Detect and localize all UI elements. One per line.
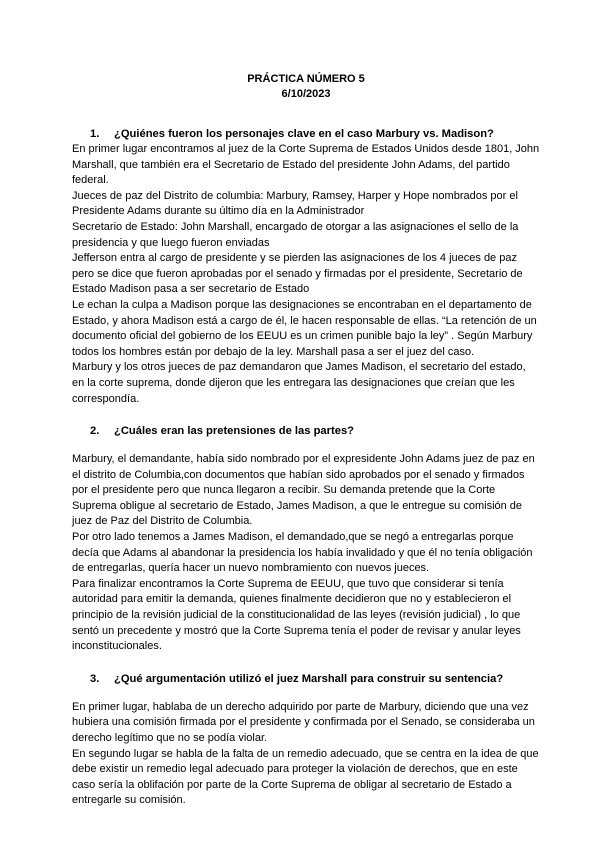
question-number: 2. (90, 425, 100, 438)
paragraph: Jueces de paz del Distrito de columbia: Marbury, Ramsey, Harper y Hope nombrados por el Presidente Adams durante su último día en la Administrador (72, 189, 518, 218)
paragraph: Para finalizar encontramos la Corte Suprema de EEUU, que tuvo que considerar si tenía autoridad para emitir la demanda, quienes finalmente decidieron que no y establecieron el principio de la revisión judicial de la constitucionalidad de las leyes (revisión judicial) , lo que sentó un precedente y mostró que la Corte Suprema tenía el poder de revisar y anular leyes inconstitucionales. (72, 577, 521, 653)
paragraph: Secretario de Estado: John Marshall, encargado de otorgar a las asignaciones el sello de la presidencia y que luego fueron enviadas (72, 220, 519, 249)
paragraph: En primer lugar, hablaba de un derecho adquirido por parte de Marbury, diciendo que una vez hubiera una comisión firmada por el presidente y confirmada por el Senado, se consideraba un derecho legítimo que no se podía violar. (72, 700, 535, 744)
paragraph: Jefferson entra al cargo de presidente y se pierden las asignaciones de los 4 jueces de paz pero se dice que fueron aprobadas por el senado y firmadas por el presidente, Secretario de Estado Madison pasa a ser secretario de Estado (72, 252, 523, 296)
paragraph: En primer lugar encontramos al juez de la Corte Suprema de Estados Unidos desde 1801, John Marshall, que también era el Secretario de Estado del presidente John Adams, del partido federal. (72, 143, 540, 187)
question-2-heading (72, 424, 540, 439)
question-text: ¿Cuáles eran las pretensiones de las partes? (114, 425, 355, 438)
paragraph: En segundo lugar se habla de la falta de un remedio adecuado, que se centra en la idea de que debe existir un remedio legal adecuado para proteger la violación de derechos, que en este caso sería la oblifación por parte de la Corte Suprema de obligar al secretario de Estado a entregarle su comisión. (72, 747, 539, 807)
document-date: 6/10/2023 (281, 88, 331, 100)
question-text: ¿Qué argumentación utilizó el juez Marshall para construir su sentencia? (114, 672, 504, 685)
paragraph: Marbury, el demandante, había sido nombrado por el expresidente John Adams juez de paz en el distrito de Columbia,con documentos que habían sido aprobados por el senado y firmados por el presidente pero que nunca llegaron a recibir. Su demanda pretende que la Corte Suprema obligue al secretario de Estado, James Madison, a que le entregue su comisión de juez de Paz del Distrito de Columbia. (72, 453, 535, 528)
question-number: 1. (90, 128, 100, 140)
question-3-heading (72, 672, 540, 687)
question-text: ¿Quiénes fueron los personajes clave en el caso Marbury vs. Madison? (114, 128, 494, 140)
question-number: 3. (90, 672, 100, 685)
document-title: PRÁCTICA NÚMERO 5 (247, 73, 365, 85)
paragraph: Le echan la culpa a Madison porque las designaciones se encontraban en el departamento de Estado, y ahora Madison está a cargo de él, le hacen responsable de ellas. “La retención de un documento oficial del gobierno de los EEUU es un crimen punible bajo la ley” . Según Marbury todos los hombres están por debajo de la ley. Marshall pasa a ser el juez del caso. (72, 298, 537, 358)
question-1-heading (72, 127, 540, 142)
paragraph: Marbury y los otros jueces de paz demandaron que James Madison, el secretario del estado, en la corte suprema, donde dijeron que les entregara las designaciones que creían que les correspondía. (72, 361, 526, 405)
paragraph: Por otro lado tenemos a James Madison, el demandado,que se negó a entregarlas porque decía que Adams al abandonar la presidencia los había invalidado y que él no tenía obligación de entregarlas, quería hacer un nuevo nombramiento con nuevos jueces. (72, 531, 533, 575)
